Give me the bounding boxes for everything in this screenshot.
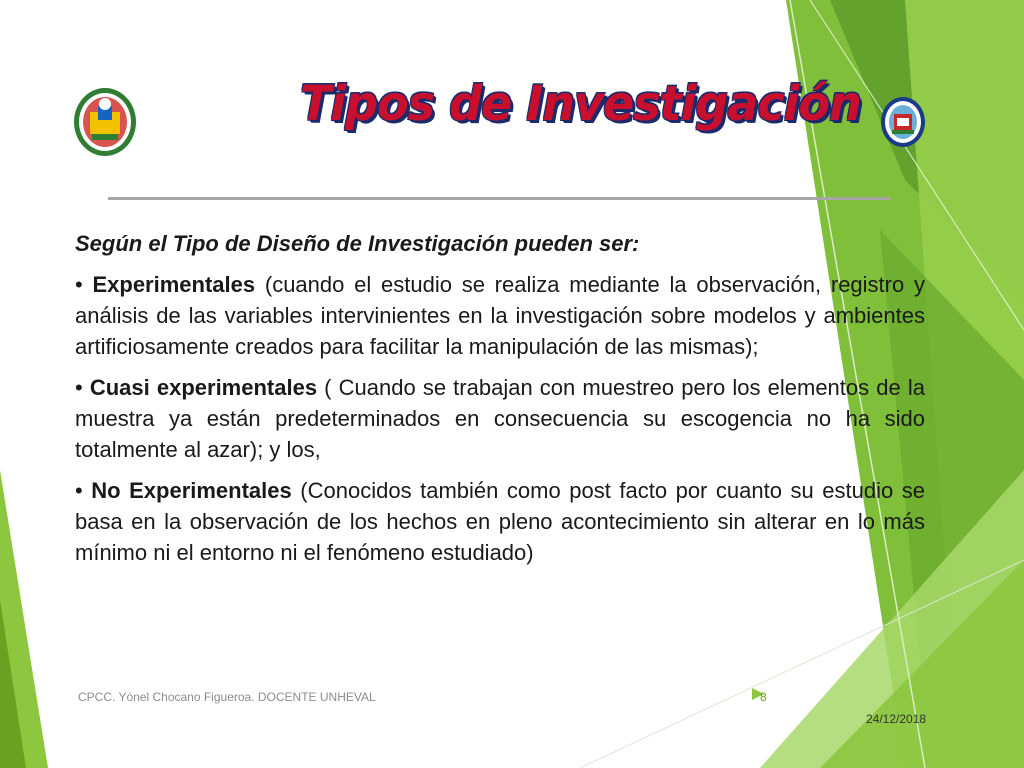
item-term: Cuasi experimentales [89,375,318,400]
item-term: No Experimentales [91,478,292,503]
right-institution-logo [880,96,926,148]
bullet-icon: • [75,375,83,400]
list-item [75,269,925,362]
page-number: 8 [760,690,767,704]
bullet-icon: • [75,272,83,297]
list-item [75,475,925,568]
title-divider [108,197,890,200]
item-term: Experimentales [92,272,256,297]
slide-content [75,228,925,578]
intro-text: Según el Tipo de Diseño de Investigación pueden ser: [75,231,640,256]
left-institution-logo [72,86,138,158]
slide-date: 24/12/2018 [866,712,927,726]
item-description: ( Cuando se trabajan con muestreo pero los elementos de la muestra ya están predeterminados en consecuencia su escogencia no ha sido totalmente al azar); y los, [75,375,925,462]
item-description: (Conocidos también como post facto por cuanto su estudio se basa en la observación de los hechos en pleno acontecimiento sin alterar en lo más mínimo ni el entorno ni el fenómeno estudiado) [75,478,925,565]
item-description: (cuando el estudio se realiza mediante la observación, registro y análisis de las variables intervinientes en la investigación sobre modelos y ambientes artificiosamente creados para facilitar la manipulación de las mismas); [75,272,925,359]
slide-title: Tipos de Investigación [300,74,861,132]
bullet-icon: • [75,478,83,503]
list-item [75,372,925,465]
footer-author: CPCC. Yónel Chocano Figueroa. DOCENTE UNHEVAL [78,690,376,704]
